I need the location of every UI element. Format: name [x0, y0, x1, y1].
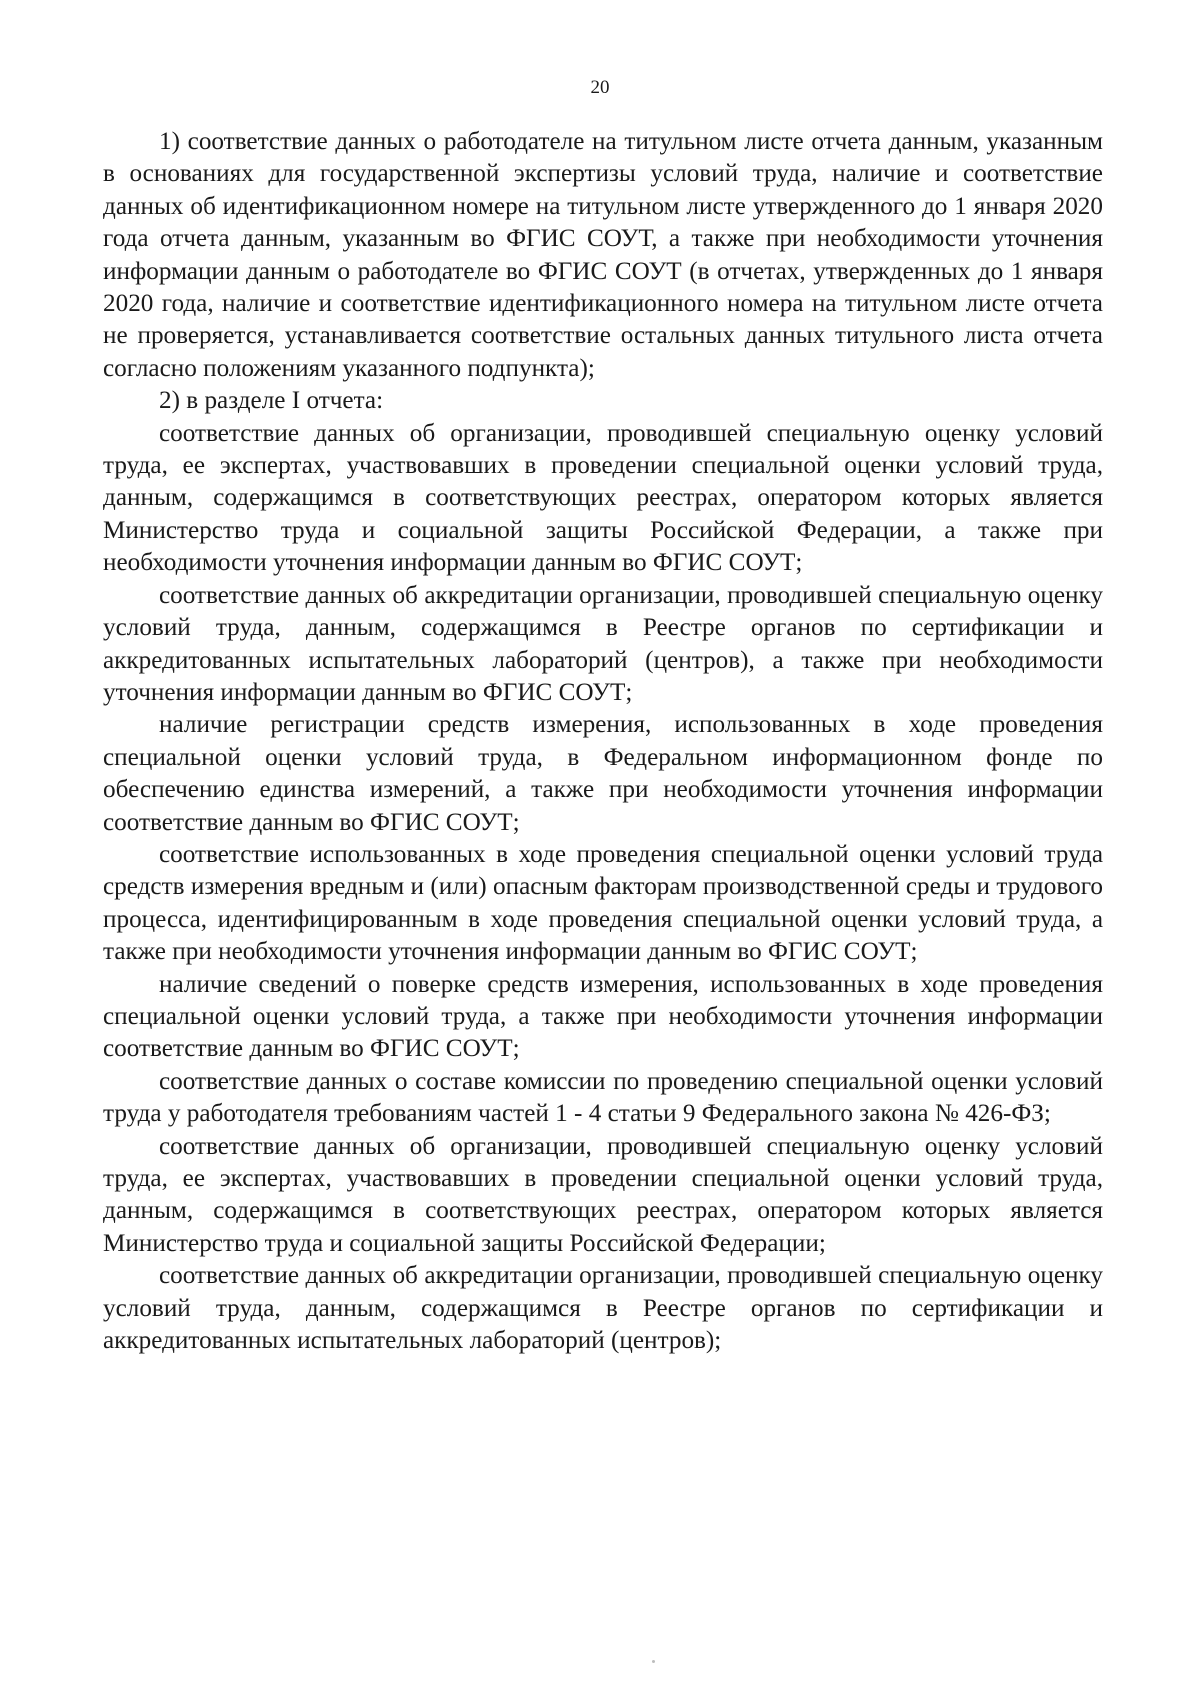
- paragraph-item-5: наличие регистрации средств измерения, использованных в ходе проведения специальной оценки условий труда, в Федеральном информационном фонде по обеспечению единства измерений, а также при необходимости уточнения информации соответствие данным во ФГИС СОУТ;: [103, 711, 1103, 836]
- page-number: 20: [590, 77, 610, 98]
- paragraph-item-8: соответствие данных о составе комиссии по проведению специальной оценки условий труда у работодателя требованиям частей 1 - 4 статьи 9 Федерального закона № 426-ФЗ;: [103, 1067, 1103, 1128]
- paragraph-item-4: соответствие данных об аккредитации организации, проводившей специальную оценку условий труда, данным, содержащимся в Реестре органов по сертификации и аккредитованных испытательных лабораторий (центров), а также при необходимости уточнения информации данным во ФГИС СОУТ;: [103, 581, 1103, 706]
- paragraph-item-6: соответствие использованных в ходе проведения специальной оценки условий труда средств измерения вредным и (или) опасным факторам производственной среды и трудового процесса, идентифицированным в ходе проведения специальной оценки условий труда, а также при необходимости уточнения информации данным во ФГИС СОУТ;: [103, 840, 1103, 966]
- paragraph-item-2: 2) в разделе I отчета:: [159, 387, 384, 415]
- paragraph-item-7: наличие сведений о поверке средств измерения, использованных в ходе проведения специальной оценки условий труда, а также при необходимости уточнения информации соответствие данным во ФГИС СОУТ;: [103, 970, 1103, 1063]
- paragraph-item-9: соответствие данных об организации, проводившей специальную оценку условий труда, ее экспертах, участвовавших в проведении специальной оценки условий труда, данным, содержащимся в соответствующих реестрах, оператором которых является Министерство труда и социальной защиты Российской Федерации;: [103, 1132, 1103, 1257]
- paragraph-item-1: 1) соответствие данных о работодателе на титульном листе отчета данным, указанным в основаниях для государственной экспертизы условий труда, наличие и соответствие данных об идентификационном номере на титульном листе утвержденного до 1 января 2020 года отчета данным, указанным во ФГИС СОУТ, а также при необходимости уточнения информации данным о работодателе во ФГИС СОУТ (в отчетах, утвержденных до 1 января 2020 года, наличие и соответствие идентификационного номера на титульном листе отчета не проверяется, устанавливается соответствие остальных данных титульного листа отчета согласно положениям указанного подпункта);: [103, 128, 1103, 382]
- scan-dot-mark: [652, 1660, 655, 1663]
- document-body: [103, 126, 1103, 1357]
- paragraph-item-3: соответствие данных об организации, проводившей специальную оценку условий труда, ее экспертах, участвовавших в проведении специальной оценки условий труда, данным, содержащимся в соответствующих реестрах, оператором которых является Министерство труда и социальной защиты Российской Федерации, а также при необходимости уточнения информации данным во ФГИС СОУТ;: [103, 419, 1103, 577]
- paragraph-item-10: соответствие данных об аккредитации организации, проводившей специальную оценку условий труда, данным, содержащимся в Реестре органов по сертификации и аккредитованных испытательных лабораторий (центров);: [103, 1262, 1103, 1355]
